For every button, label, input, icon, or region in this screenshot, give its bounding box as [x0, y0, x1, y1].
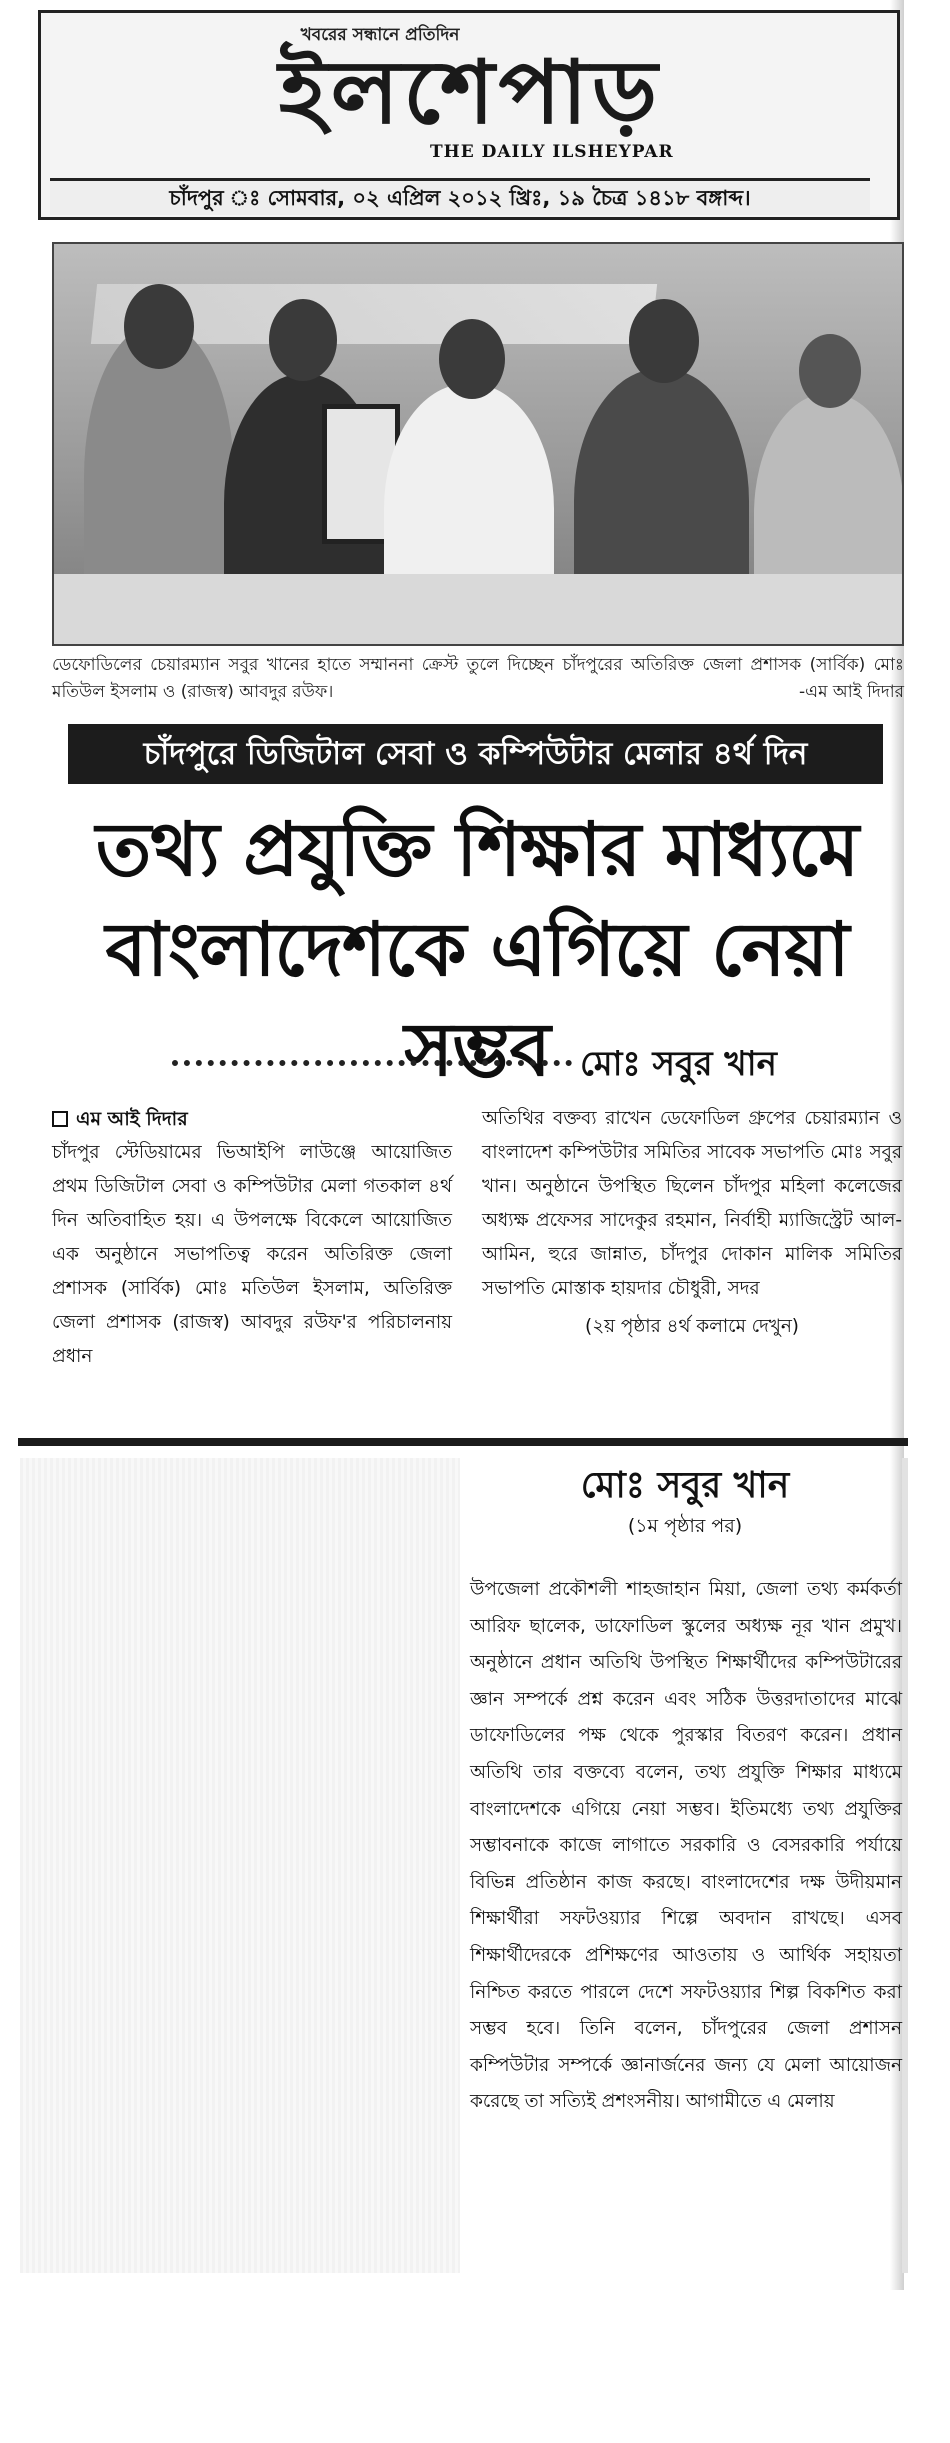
- scan-margin: [902, 1458, 908, 2273]
- photo-head-4: [629, 299, 699, 383]
- dotted-rule: [172, 1060, 572, 1066]
- square-bullet-icon: [52, 1111, 68, 1127]
- speaker-byline: মোঃ সবুর খান: [580, 1044, 777, 1084]
- article-column-1-text: চাঁদপুর স্টেডিয়ামের ভিআইপি লাউঞ্জে আয়োজিত প্রথম ডিজিটাল সেবা ও কম্পিউটার মেলা গতকাল ৪র্থ দিন অতিবাহিত হয়। এ উপলক্ষে বিকেলে আয়োজিত এক অনুষ্ঠানে সভাপতিত্ব করেন অতিরিক্ত জেলা প্রশাসক (সার্বিক) মোঃ মতিউল ইসলাম, অতিরিক্ত জেলা প্রশাসক (রাজস্ব) আবদুর রউফ'র পরিচালনায় প্রধান: [52, 1142, 452, 1367]
- article-column-1: [52, 1102, 452, 1374]
- article-column-2-text: অতিথির বক্তব্য রাখেন ডেফোডিল গ্রুপের চেয়ারম্যান ও বাংলাদেশ কম্পিউটার সমিতির সাবেক সভাপতি মোঃ সবুর খান। অনুষ্ঠানে উপস্থিত ছিলেন চাঁদপুর মহিলা কলেজের অধ্যক্ষ প্রফেসর সাদেকুর রহমান, নির্বাহী ম্যাজিস্ট্রেট আল-আমিন, হুরে জান্নাত, চাঁদপুর দোকান মালিক সমিতির সভাপতি মোস্তাক হায়দার চৌধুরী, সদর: [482, 1108, 902, 1299]
- blank-scan-area: [20, 1458, 460, 2273]
- continuation-body: উপজেলা প্রকৌশলী শাহজাহান মিয়া, জেলা তথ্য কর্মকর্তা আরিফ ছালেক, ডাফোডিল স্কুলের অধ্যক্ষ নূর খান প্রমুখ। অনুষ্ঠানে প্রধান অতিথি উপস্থিত শিক্ষার্থীদের কম্পিউটারের জ্ঞান সম্পর্কে প্রশ্ন করেন এবং সঠিক উত্তরদাতাদের মাঝে ডাফোডিলের পক্ষ থেকে পুরস্কার বিতরণ করেন। প্রধান অতিথি তার বক্তব্যে বলেন, তথ্য প্রযুক্তি শিক্ষার মাধ্যমে বাংলাদেশকে এগিয়ে নেয়া সম্ভব। ইতিমধ্যে তথ্য প্রযুক্তির সম্ভাবনাকে কাজে লাগাতে সরকারি ও বেসরকারি পর্যায়ে বিভিন্ন প্রতিষ্ঠান কাজ করছে। বাংলাদেশের দক্ষ উদীয়মান শিক্ষার্থীরা সফটওয়্যার শিল্পে অবদান রাখছে। এসব শিক্ষার্থীদেরকে প্রশিক্ষণের আওতায় ও আর্থিক সহায়তা নিশ্চিত করতে পারলে দেশে সফটওয়্যার শিল্প বিকশিত করা সম্ভব হবে। তিনি বলেন, চাঁদপুরের জেলা প্রশাসন কম্পিউটার সম্পর্কে জ্ঞানার্জনের জন্য যে মেলা আয়োজন করেছে তা সত্যিই প্রশংসনীয়। আগামীতে এ মেলায়: [470, 1579, 902, 2113]
- photo-head-1: [124, 284, 194, 369]
- photo-caption-text: ডেফোডিলের চেয়ারম্যান সবুর খানের হাতে সম্মাননা ক্রেস্ট তুলে দিচ্ছেন চাঁদপুরের অতিরিক্ত জেলা প্রশাসক (সার্বিক) মোঃ মতিউল ইসলাম ও (রাজস্ব) আবদুর রউফ।: [52, 655, 904, 702]
- continuation-subtitle: (১ম পৃষ্ঠার পর): [627, 1515, 743, 1537]
- photo-head-2: [269, 299, 337, 381]
- continued-note: (২য় পৃষ্ঠার ৪র্থ কলামে দেখুন): [585, 1316, 799, 1337]
- headline-line-2: বাংলাদেশকে এগিয়ে নেয়া সম্ভব: [105, 907, 849, 1093]
- reporter-byline: [52, 1102, 452, 1136]
- dateline: চাঁদপুর ঃ সোমবার, ০২ এপ্রিল ২০১২ খ্রিঃ, ১৯ চৈত্র ১৪১৮ বঙ্গাব্দ।: [50, 178, 870, 215]
- clipping-divider: [18, 1438, 908, 1446]
- article-kicker: চাঁদপুরে ডিজিটাল সেবা ও কম্পিউটার মেলার ৪র্থ দিন: [68, 724, 883, 784]
- photo-head-3: [439, 319, 505, 399]
- photo-table: [54, 574, 902, 644]
- news-photo: [52, 242, 904, 646]
- newspaper-name: ইলশেপাড়: [278, 41, 662, 144]
- continuation-title: মোঃ সবুর খান: [580, 1465, 790, 1506]
- photo-head-5: [799, 334, 861, 408]
- article-column-2: [482, 1102, 902, 1344]
- photo-credit: -এম আই দিদার: [799, 682, 904, 702]
- reporter-name: এম আই দিদার: [76, 1108, 188, 1130]
- photo-caption: [52, 652, 904, 706]
- masthead-tagline: খবরের সন্ধানে প্রতিদিন: [300, 25, 460, 45]
- newspaper-english-name: THE DAILY ILSHEYPAR: [430, 142, 674, 162]
- headline-line-1: তথ্য প্রযুক্তি শিক্ষার মাধ্যমে: [95, 807, 859, 893]
